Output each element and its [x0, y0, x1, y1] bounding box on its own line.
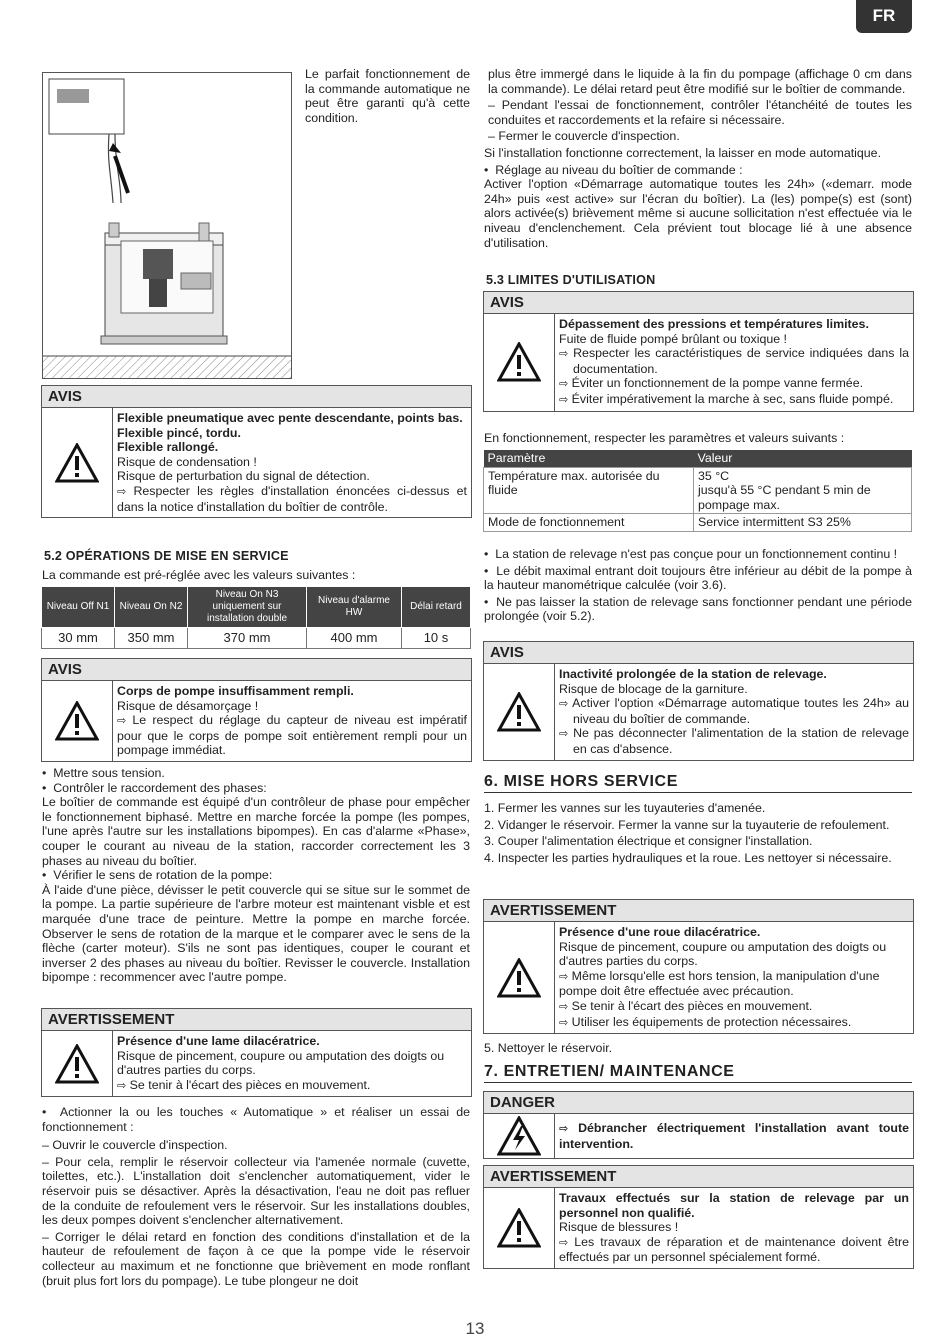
notice-header: AVIS — [42, 659, 471, 681]
figure-caption: Le parfait fonctionnement de la commande automatique ne peut être garanti qu'à cette condition. — [305, 67, 470, 125]
dash-item: Pour cela, remplir le réservoir collecteur via l'amenée normale (cuvette, toilettes, etc.). L'installation doit s'enclencher automatiquement, vider le réservoir puis se désactiver. Après la désactivation, l'eau ne doit pas refluer de la conduite de refoulement vers le réservoir. Sur les installations doubles, les deux pompes doivent s'enclencher alternativement. — [42, 1154, 470, 1228]
notice-bold-line: Flexible rallongé. — [117, 440, 219, 455]
notice-line: Risque de blessures ! — [559, 1220, 679, 1235]
warning-icon — [484, 314, 555, 411]
notice-bold-line: Inactivité prolongée de la station de relevage. — [559, 667, 827, 681]
notice-avertissement-lame — [41, 1008, 472, 1097]
notice-header: AVIS — [484, 642, 913, 664]
section-5-2-title: 5.2 OPÉRATIONS DE MISE EN SERVICE — [44, 549, 289, 563]
notice-avertissement-personnel — [483, 1165, 914, 1269]
table-cell: 400 mm — [307, 628, 402, 649]
params-intro: En fonctionnement, respecter les paramètres et valeurs suivants : — [484, 431, 845, 445]
paragraph: Activer l'option «Démarrage automatique toutes les 24h» («demarr. mode 24h» puis «est active» sur l'écran du boîtier). La (les) pompe(s) est (sont) alors activée(s) brièvement même si aucune sollicitation n'est effectuée via le niveau d'enclenchement. Cela prévient tout blocage lié à une absence d'utilisation. — [484, 177, 912, 250]
table-header: Délai retard — [402, 587, 471, 628]
notice-avis-flexible — [41, 385, 472, 518]
bullet-text: Le débit maximal entrant doit toujours être inférieur au débit de la pompe à la hauteur manométrique calculée (voir 3.6). — [484, 563, 912, 593]
operating-params-table — [483, 450, 912, 532]
notice-header: AVERTISSEMENT — [484, 900, 913, 922]
notice-bold-line: Flexible pneumatique avec pente descendante, points bas. — [117, 411, 463, 425]
arrow-right-icon: ⇨ — [559, 1016, 569, 1029]
bullet-text: Contrôler le raccordement des phases: — [53, 780, 267, 795]
paragraph: Le boîtier de commande est équipé d'un contrôleur de phase pour empêcher le fonctionnement biphasé. Mettre en marche forcée la pompe (les pompes, l'une après l'autre sur les installations bipompes). En cas d'alarme «Phase», couper le courant au niveau de la station, raccorder correctement les 3 phases au niveau du boîtier. — [42, 795, 470, 868]
section-5-2-intro: La commande est pré-réglée avec les valeurs suivantes : — [42, 568, 356, 582]
commissioning-text: • Mettre sous tension. • Contrôler le raccordement des phases: Le boîtier de commande est équipé d'un contrôleur de phase pour empêcher le fonctionnement biphasé. Mettre en marche forcée la pompe (les pompes, l'une après l'autre sur les installations bipompes). En cas d'alarme «Phase», couper le courant au niveau de la station, raccorder correctement les 3 phases au niveau du boîtier. • Vérifier le sens de rotation de la pompe: À l'aide d'une pièce, dévisser le petit couvercle qui se situe sur le sommet de la pompe. La partie supérieure de l'arbre moteur est maintenant visble et est marquée d'une trace de peinture. Mettre la pompe en marche forcée. Observer le sens de rotation de la marque et le comparer avec le sens de la flèche (carter moteur). S'ils ne sont pas identiques, couper le courant et inverser 2 des phases au niveau du boîtier. Revisser le couvercle. Installation bipompe : recommencer avec l'autre pompe. — [42, 766, 470, 985]
notice-arrow-line: Éviter un fonctionnement de la pompe vanne fermée. — [571, 376, 864, 391]
arrow-right-icon: ⇨ — [559, 1122, 569, 1135]
arrow-right-icon: ⇨ — [559, 1236, 569, 1249]
warning-icon — [42, 408, 113, 517]
arrow-right-icon: ⇨ — [117, 715, 127, 728]
notice-line: Risque de blocage de la garniture. — [559, 681, 748, 696]
arrow-right-icon: ⇨ — [559, 378, 569, 391]
warning-icon — [484, 1188, 555, 1268]
section-6-title: 6. MISE HORS SERVICE — [484, 775, 912, 793]
notice-line: Risque de pincement, coupure ou amputation des doigts ou d'autres parties du corps. — [559, 939, 887, 969]
step-item: 4. Inspecter les parties hydrauliques et la roue. Les nettoyer si nécessaire. — [484, 850, 892, 865]
bullet-text: Actionner la ou les touches « Automatique » et réaliser un essai de fonctionnement : — [42, 1105, 470, 1134]
usage-bullets: • La station de relevage n'est pas conçue pour un fonctionnement continu ! • Le débit maximal entrant doit toujours être inférieur au débit de la pompe à la hauteur manométrique calculée (voir 3.6). • Ne pas laisser la station de relevage sans fonctionner pendant une période prolongée (voir 5.2). — [484, 547, 912, 624]
table-cell: Température max. autorisée du fluide — [484, 467, 694, 514]
table-header: Niveau On N2 — [115, 587, 188, 628]
table-header: Niveau On N3 uniquement sur installation double — [188, 587, 307, 628]
dash-item: Fermer le couvercle d'inspection. — [498, 129, 680, 144]
right-column-text: plus être immergé dans le liquide à la fin du pompage (affichage 0 cm dans la commande). Le délai retard peut être modifié sur le boîtier de commande. – Pendant l'essai de fonctionnement, contrôler l'étanchéité de toutes les conduites et raccordements et la refaire si nécessaire. – Fermer le couvercle d'inspection. Si l'installation fonctionne correctement, la laisser en mode automatique. • Réglage au niveau du boîtier de commande : Activer l'option «Démarrage automatique toutes les 24h» («demarr. mode 24h» puis «est active» sur l'écran du boîtier). La (les) pompe(s) est (sont) alors activée(s) brièvement même si aucune sollicitation n'est effectuée via le niveau d'enclenchement. Cela prévient tout blocage lié à une absence d'utilisation. — [484, 67, 913, 250]
paragraph: À l'aide d'une pièce, dévisser le petit couvercle qui se situe sur le sommet de la pompe. La partie supérieure de l'arbre moteur est maintenant visble et est marquée d'une trace de peinture. Mettre la pompe en marche forcée. Observer le sens de rotation de la marque et le comparer avec le sens de la flèche (carter moteur). S'ils ne sont pas identiques, couper le courant et inverser 2 des phases au niveau du boîtier. Revisser le couvercle. Installation bipompe : recommencer avec l'autre pompe. — [42, 882, 470, 985]
notice-bold-line: Corps de pompe insuffisamment rempli. — [117, 684, 354, 698]
electric-hazard-icon — [484, 1114, 555, 1158]
notice-arrow-line: Respecter les caractéristiques de service indiquées dans la documentation. — [573, 346, 909, 376]
notice-line: Risque de désamorçage ! — [117, 698, 259, 713]
section-7-title: 7. ENTRETIEN/ MAINTENANCE — [484, 1065, 912, 1083]
table-cell: 30 mm — [42, 628, 115, 649]
arrow-right-icon: ⇨ — [117, 485, 127, 498]
notice-bold-line: Présence d'une lame dilacératrice. — [117, 1034, 320, 1048]
table-header: Niveau d'alarme HW — [307, 587, 402, 628]
notice-arrow-line: Se tenir à l'écart des pièces en mouvement. — [129, 1077, 371, 1092]
decommission-steps — [484, 801, 912, 865]
table-cell: Mode de fonctionnement — [484, 514, 694, 532]
arrow-right-icon: ⇨ — [559, 698, 569, 711]
notice-arrow-line: Les travaux de réparation et de maintenance doivent être effectués par un personnel spécialement formé. — [559, 1234, 909, 1265]
warning-icon — [484, 922, 555, 1033]
notice-line: Fuite de fluide pompé brûlant ou toxique ! — [559, 331, 787, 346]
step-item: 5. Nettoyer le réservoir. — [484, 1041, 613, 1055]
notice-arrow-line: Débrancher électriquement l'installation avant toute intervention. — [559, 1120, 909, 1151]
notice-arrow-line: Respecter les règles d'installation énoncées ci-dessus et dans la notice d'installation du boîtier de contrôle. — [117, 483, 467, 514]
notice-avis-pressions — [483, 291, 914, 412]
notice-avis-inactivite — [483, 641, 914, 761]
notice-header: AVERTISSEMENT — [42, 1009, 471, 1031]
arrow-right-icon: ⇨ — [559, 728, 569, 741]
step-item: 2. Vidanger le réservoir. Fermer la vanne sur la tuyauterie de refoulement. — [484, 817, 890, 832]
table-header: Valeur — [694, 450, 912, 467]
notice-bold-line: Présence d'une roue dilacératrice. — [559, 925, 761, 939]
notice-avertissement-roue — [483, 899, 914, 1034]
notice-arrow-line: Utiliser les équipements de protection nécessaires. — [571, 1014, 852, 1029]
notice-arrow-line: Éviter impérativement la marche à sec, sans fluide pompé. — [571, 391, 894, 406]
notice-line: Risque de pincement, coupure ou amputation des doigts ou d'autres parties du corps. — [117, 1048, 445, 1078]
bullet-text: Vérifier le sens de rotation de la pompe: — [53, 868, 273, 883]
notice-avis-corps-pompe — [41, 658, 472, 762]
table-cell: 370 mm — [188, 628, 307, 649]
dash-item: Pendant l'essai de fonctionnement, contrôler l'étanchéité de toutes les conduites et raccordements et la refaire si nécessaire. — [488, 98, 913, 127]
notice-arrow-line: Activer l'option «Démarrage automatique toutes les 24h» au niveau du boîtier de commande. — [572, 696, 909, 726]
warning-icon — [484, 664, 555, 760]
notice-danger — [483, 1091, 914, 1159]
paragraph: plus être immergé dans le liquide à la fin du pompage (affichage 0 cm dans la commande). Le délai retard peut être modifié sur le boîtier de commande. — [488, 67, 912, 96]
notice-header: DANGER — [484, 1092, 913, 1114]
step-item: 3. Couper l'alimentation électrique et consigner l'installation. — [484, 834, 813, 849]
notice-header: AVIS — [42, 386, 471, 408]
bullet-text: Réglage au niveau du boîtier de commande : — [495, 162, 743, 177]
preset-values-table — [41, 586, 471, 649]
arrow-right-icon: ⇨ — [559, 970, 569, 983]
notice-header: AVIS — [484, 292, 913, 314]
test-run-text: • Actionner la ou les touches « Automatique » et réaliser un essai de fonctionnement : – Ouvrir le couvercle d'inspection. – Pour cela, remplir le réservoir collecteur via l'amenée normale (cuvette, toilettes, etc.). L'installation doit s'enclencher automatiquement, vider le réservoir puis se désactiver. Après la désactivation, l'eau ne doit pas refluer de la conduite de refoulement vers le réservoir. Sur les installations doubles, les deux pompes doivent s'enclencher alternativement. – Corriger le délai retard en fonction des conditions d'installation et de la hauteur de refoulement de façon à ce que la pompe vide le réservoir collecteur au maximum et ne fonctionne que brièvement en mode ronflant (bruit plus fort lors du pompage). Le tube plongeur ne doit — [42, 1105, 470, 1288]
notice-arrow-line: Se tenir à l'écart des pièces en mouvement. — [571, 998, 813, 1013]
arrow-right-icon: ⇨ — [559, 393, 569, 406]
notice-arrow-line: Même lorsqu'elle est hors tension, la manipulation d'une pompe doit être effectuée avec précaution. — [559, 968, 880, 999]
arrow-right-icon: ⇨ — [559, 1000, 569, 1013]
notice-header: AVERTISSEMENT — [484, 1166, 913, 1188]
table-cell: 350 mm — [115, 628, 188, 649]
warning-icon — [42, 681, 113, 761]
paragraph: Si l'installation fonctionne correctement, la laisser en mode automatique. — [484, 145, 882, 160]
table-cell: 10 s — [402, 628, 471, 649]
table-header: Niveau Off N1 — [42, 587, 115, 628]
step-item: 1. Fermer les vannes sur les tuyauteries d'amenée. — [484, 801, 766, 815]
notice-bold-line: Dépassement des pressions et températures limites. — [559, 317, 869, 331]
notice-bold-line: Travaux effectués sur la station de relevage par un personnel non qualifié. — [559, 1191, 909, 1220]
table-cell: Service intermittent S3 25% — [694, 514, 912, 532]
dash-item: Corriger le délai retard en fonction des conditions d'installation et de la hauteur de refoulement de façon à ce que la pompe vide le réservoir collecteur au maximum et ne fonctionne que brièvement en mode ronflant (bruit plus fort lors du pompage). Le tube plongeur ne doit — [42, 1229, 470, 1288]
bullet-text: La station de relevage n'est pas conçue pour un fonctionnement continu ! — [495, 547, 898, 561]
language-tab: FR — [856, 0, 912, 33]
arrow-right-icon: ⇨ — [117, 1079, 127, 1092]
dash-item: Ouvrir le couvercle d'inspection. — [52, 1138, 228, 1153]
installation-figure — [42, 72, 292, 379]
notice-line: Risque de perturbation du signal de détection. — [117, 469, 370, 484]
table-cell: 35 °C jusqu'à 55 °C pendant 5 min de pompage max. — [694, 467, 912, 514]
notice-line: Risque de condensation ! — [117, 454, 257, 469]
notice-bold-line: Flexible pincé, tordu. — [117, 425, 241, 440]
bullet-text: Ne pas laisser la station de relevage sans fonctionner pendant une période prolongée (voir 5.2). — [484, 594, 912, 624]
section-5-3-title: 5.3 LIMITES D'UTILISATION — [486, 273, 656, 287]
notice-arrow-line: Le respect du réglage du capteur de niveau est impératif pour que le corps de pompe soit entièrement rempli pour un pompage immédiat. — [117, 713, 467, 758]
notice-arrow-line: Ne pas déconnecter l'alimentation de la station de relevage en cas d'absence. — [573, 726, 909, 756]
warning-icon — [42, 1031, 113, 1096]
bullet-text: Mettre sous tension. — [53, 766, 165, 780]
page-number: 13 — [465, 1319, 485, 1338]
arrow-right-icon: ⇨ — [559, 348, 569, 361]
table-header: Paramètre — [484, 450, 694, 467]
